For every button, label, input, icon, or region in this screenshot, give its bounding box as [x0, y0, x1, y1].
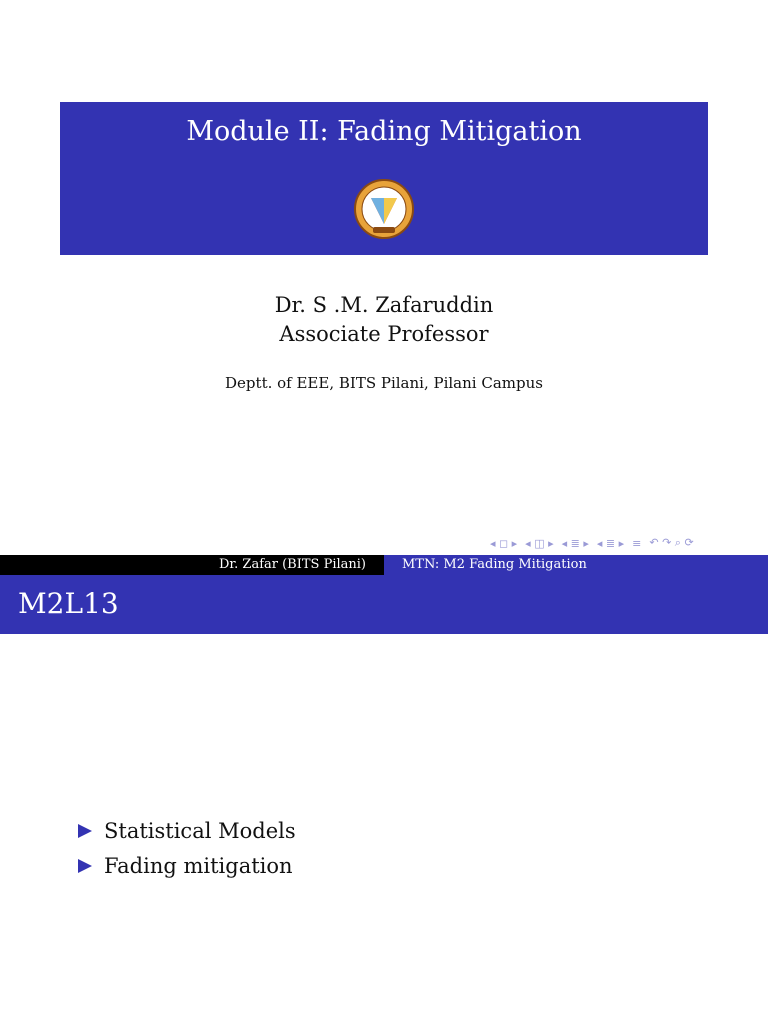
author-role: Associate Professor: [279, 322, 489, 346]
footer-bar: [0, 555, 768, 575]
footer-author: Dr. Zafar (BITS Pilani): [0, 555, 384, 575]
nav-slide-arrows[interactable]: ◂ ◻ ▸: [490, 536, 518, 550]
nav-subsection-arrows[interactable]: ◂ ≣ ▸: [561, 536, 589, 550]
bits-pilani-crest-icon: [353, 178, 415, 240]
title-banner: [60, 102, 708, 255]
list-item: [78, 848, 296, 883]
content-slide: [0, 555, 768, 1024]
institute-name: Deptt. of EEE, BITS Pilani, Pilani Campus: [225, 374, 543, 392]
bullet-list: [78, 813, 296, 883]
nav-section-arrows[interactable]: ◂ ≣ ▸: [596, 536, 625, 550]
beamer-navigation-bar: [490, 536, 762, 550]
bullet-text: Fading mitigation: [104, 853, 293, 878]
bullet-triangle-icon: [78, 859, 92, 873]
frame-title-bar: [0, 575, 768, 634]
frame-title: M2L13: [18, 587, 119, 620]
nav-frame-arrows[interactable]: ◂ ◫ ▸: [525, 536, 554, 550]
footer-course: MTN: M2 Fading Mitigation: [384, 555, 768, 575]
nav-search-controls[interactable]: ↶ ↷ ⌕ ⟳: [649, 536, 694, 549]
list-item: [78, 813, 296, 848]
bullet-text: Statistical Models: [104, 818, 296, 843]
bullet-triangle-icon: [78, 824, 92, 838]
presentation-title: Module II: Fading Mitigation: [186, 116, 582, 147]
nav-menu-icon[interactable]: ≡: [632, 536, 642, 550]
author-name: Dr. S .M. Zafaruddin: [274, 293, 494, 317]
